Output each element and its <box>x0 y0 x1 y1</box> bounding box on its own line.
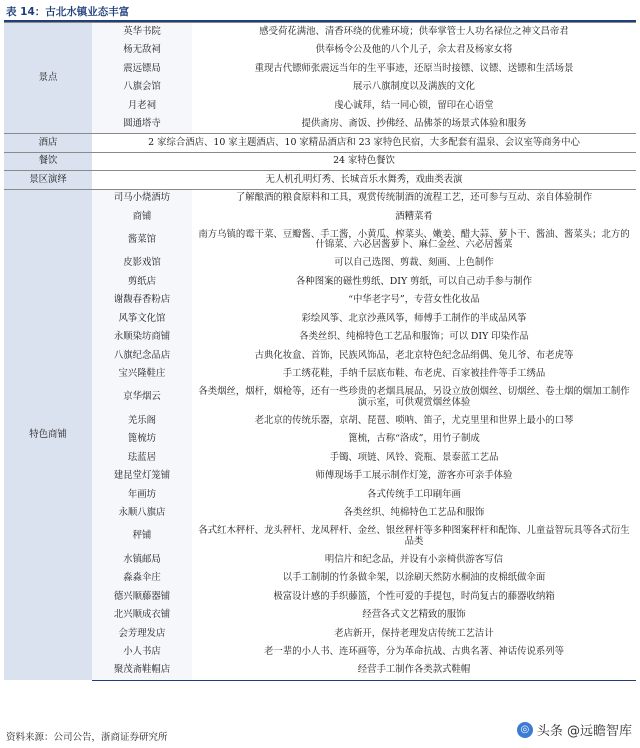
table-row <box>4 412 636 431</box>
description-cell: 老北京的传统乐器，京胡、琵琶、唢呐、笛子，尤克里里和世界上最小的口琴 <box>192 412 636 431</box>
description-cell: 各类丝织、纯棉特色工艺品和服饰；可以 DIY 印染作品 <box>192 328 636 347</box>
description-cell: 无人机孔明灯秀、长城音乐水舞秀，戏曲类表演 <box>92 171 636 190</box>
category-cell: 景区演绎 <box>4 171 92 190</box>
name-cell: 圆通塔寺 <box>92 115 192 134</box>
name-cell: 剪纸店 <box>92 273 192 292</box>
description-cell: 明信片和纪念品，并设有小亲椅供游客写信 <box>192 551 636 570</box>
description-cell: 各种图案的磁性剪纸、DIY 剪纸，可以自己动手参与制作 <box>192 273 636 292</box>
name-cell: 谢馥春香粉店 <box>92 291 192 310</box>
description-cell: 极富设计感的手织藤篮，个性可爱的手提包，时尚复古的藤器收纳箱 <box>192 588 636 607</box>
name-cell: 篦梳坊 <box>92 430 192 449</box>
table-row <box>4 328 636 347</box>
description-cell: 展示八旗制度以及满族的文化 <box>192 78 636 97</box>
table-row <box>4 41 636 60</box>
name-cell: 皮影戏馆 <box>92 254 192 273</box>
name-cell: 震远镖局 <box>92 60 192 79</box>
table-row <box>4 97 636 116</box>
name-cell: 羌乐阁 <box>92 412 192 431</box>
table-row <box>4 78 636 97</box>
table-row <box>4 347 636 366</box>
table-row <box>4 134 636 153</box>
description-cell: 各类烟丝，烟杆，烟枪等，还有一些珍贵的老烟具展品，另设立放创烟丝、切烟丝、卷土烟的烟加工制作演示室，可供观赏烟丝体验 <box>192 384 636 412</box>
table-row <box>4 430 636 449</box>
name-cell: 酱菜馆 <box>92 226 192 254</box>
description-cell: 老一辈的小人书、连环画等，分为革命抗战、古典名著、神话传说系列等 <box>192 643 636 662</box>
description-cell: 重现古代镖师张震远当年的生平事迹，还原当时接镖、议镖、送镖和生活场景 <box>192 60 636 79</box>
description-cell: 2 家综合酒店、10 家主题酒店、10 家精品酒店和 23 家特色民宿，大多配套有温泉、会议室等商务中心 <box>92 134 636 153</box>
name-cell: 小人书店 <box>92 643 192 662</box>
description-cell: “中华老字号”，专营女性化妆品 <box>192 291 636 310</box>
table-row <box>4 291 636 310</box>
name-cell: 北兴顺成衣铺 <box>92 606 192 625</box>
table-row <box>4 152 636 171</box>
description-cell: 经营各式文艺精致的服饰 <box>192 606 636 625</box>
category-cell: 酒店 <box>4 134 92 153</box>
table-row <box>4 208 636 227</box>
name-cell: 珐蓝居 <box>92 449 192 468</box>
name-cell: 京华烟云 <box>92 384 192 412</box>
table-row <box>4 449 636 468</box>
name-cell: 八旗纪念品店 <box>92 347 192 366</box>
description-cell: 虔心诚拜，结一同心锁，留印在心语堂 <box>192 97 636 116</box>
name-cell: 秤铺 <box>92 523 192 551</box>
table-row <box>4 569 636 588</box>
table-row <box>4 625 636 644</box>
description-cell: 经营手工制作各类款式鞋帽 <box>192 662 636 681</box>
name-cell: 英华书院 <box>92 23 192 42</box>
category-cell: 餐饮 <box>4 152 92 171</box>
category-cell: 景点 <box>4 23 92 134</box>
description-cell: 各式传统手工印刷年画 <box>192 486 636 505</box>
table-row <box>4 171 636 190</box>
table-row <box>4 523 636 551</box>
description-cell: 提供斋房、斋饭、抄佛经、品佛茶的场景式体验和服务 <box>192 115 636 134</box>
name-cell: 年画坊 <box>92 486 192 505</box>
description-cell: 酒糟菜肴 <box>192 208 636 227</box>
name-cell: 商铺 <box>92 208 192 227</box>
table-row <box>4 486 636 505</box>
name-cell: 司马小烧酒坊 <box>92 189 192 208</box>
name-cell: 月老祠 <box>92 97 192 116</box>
name-cell: 德兴顺藤器铺 <box>92 588 192 607</box>
name-cell: 聚茂斋鞋帽店 <box>92 662 192 681</box>
table-row <box>4 310 636 329</box>
table-row <box>4 662 636 681</box>
table-title: 表 14：古北水镇业态丰富 <box>6 6 130 18</box>
name-cell: 会芳理发店 <box>92 625 192 644</box>
name-cell: 永顺八旗店 <box>92 504 192 523</box>
name-cell: 永顺染坊商铺 <box>92 328 192 347</box>
name-cell: 宝兴隆鞋庄 <box>92 365 192 384</box>
business-table <box>4 22 636 681</box>
table-row <box>4 643 636 662</box>
table-body <box>4 23 636 681</box>
description-cell: 古典化妆盒、首饰，民族风饰品，老北京特色纪念品绢偶、兔儿爷、布老虎等 <box>192 347 636 366</box>
table-row <box>4 273 636 292</box>
name-cell: 杨无敌祠 <box>92 41 192 60</box>
watermark-logo-icon: ◎ <box>517 722 533 738</box>
description-cell: 感受荷花满池、清香环绕的优雅环境；供奉掌管士人功名禄位之神文昌帝君 <box>192 23 636 42</box>
category-cell: 特色商铺 <box>4 189 92 680</box>
table-row <box>4 504 636 523</box>
table-row <box>4 551 636 570</box>
description-cell: 师傅现场手工展示制作灯笼，游客亦可亲手体验 <box>192 467 636 486</box>
table-row <box>4 467 636 486</box>
name-cell: 建昆堂灯笼铺 <box>92 467 192 486</box>
description-cell: 各式红木秤杆、龙头秤杆、龙凤秤杆、金丝、银丝秤杆等多种图案秤杆和配饰、儿童益智玩具等各式衍生品类 <box>192 523 636 551</box>
description-cell: 供奉杨令公及他的八个儿子，佘太君及杨家女将 <box>192 41 636 60</box>
table-row <box>4 365 636 384</box>
table-row <box>4 226 636 254</box>
table-row <box>4 384 636 412</box>
description-cell: 24 家特色餐饮 <box>92 152 636 171</box>
description-cell: 以手工制制的竹条做伞架，以涂刷天然防水桐油的皮棉纸做伞面 <box>192 569 636 588</box>
description-cell: 老店新开，保持老理发店传统工艺洁计 <box>192 625 636 644</box>
description-cell: 南方乌镇的霉干菜、豆瓣酱、手工酱，小黄瓜、榨菜头、嫩姜、醋大蒜、萝卜干、酱油、酱菜头；北方的什锦菜、六必居酱萝卜、麻仁金丝、六必居酱菜 <box>192 226 636 254</box>
table-row <box>4 60 636 79</box>
source-note: 资料来源：公司公告，浙商证券研究所 <box>6 732 168 743</box>
table-row <box>4 254 636 273</box>
name-cell: 风筝文化馆 <box>92 310 192 329</box>
description-cell: 可以自己选图、剪裁、刻画、上色制作 <box>192 254 636 273</box>
table-row <box>4 588 636 607</box>
name-cell: 淼淼伞庄 <box>92 569 192 588</box>
description-cell: 手工绣花鞋，手纳千层底布鞋、布老虎、百家被挂件等手工绣品 <box>192 365 636 384</box>
table-row <box>4 115 636 134</box>
table-row <box>4 23 636 42</box>
table-row <box>4 189 636 208</box>
description-cell: 各类丝织、纯棉特色工艺品和服饰 <box>192 504 636 523</box>
name-cell: 八旗会馆 <box>92 78 192 97</box>
watermark <box>517 720 632 739</box>
table-row <box>4 606 636 625</box>
name-cell: 水镇邮局 <box>92 551 192 570</box>
description-cell: 篦梳，古称“洛成”，用竹子制成 <box>192 430 636 449</box>
description-cell: 手镯、项链、风铃、瓷瓶、景泰蓝工艺品 <box>192 449 636 468</box>
watermark-text: 头条 @远瞻智库 <box>536 724 632 739</box>
description-cell: 彩绘风筝、北京沙燕风筝，师傅手工制作的半成品风筝 <box>192 310 636 329</box>
description-cell: 了解酿酒的粮食原料和工具，观赏传统制酒的流程工艺，还可参与互动、亲自体验制作 <box>192 189 636 208</box>
